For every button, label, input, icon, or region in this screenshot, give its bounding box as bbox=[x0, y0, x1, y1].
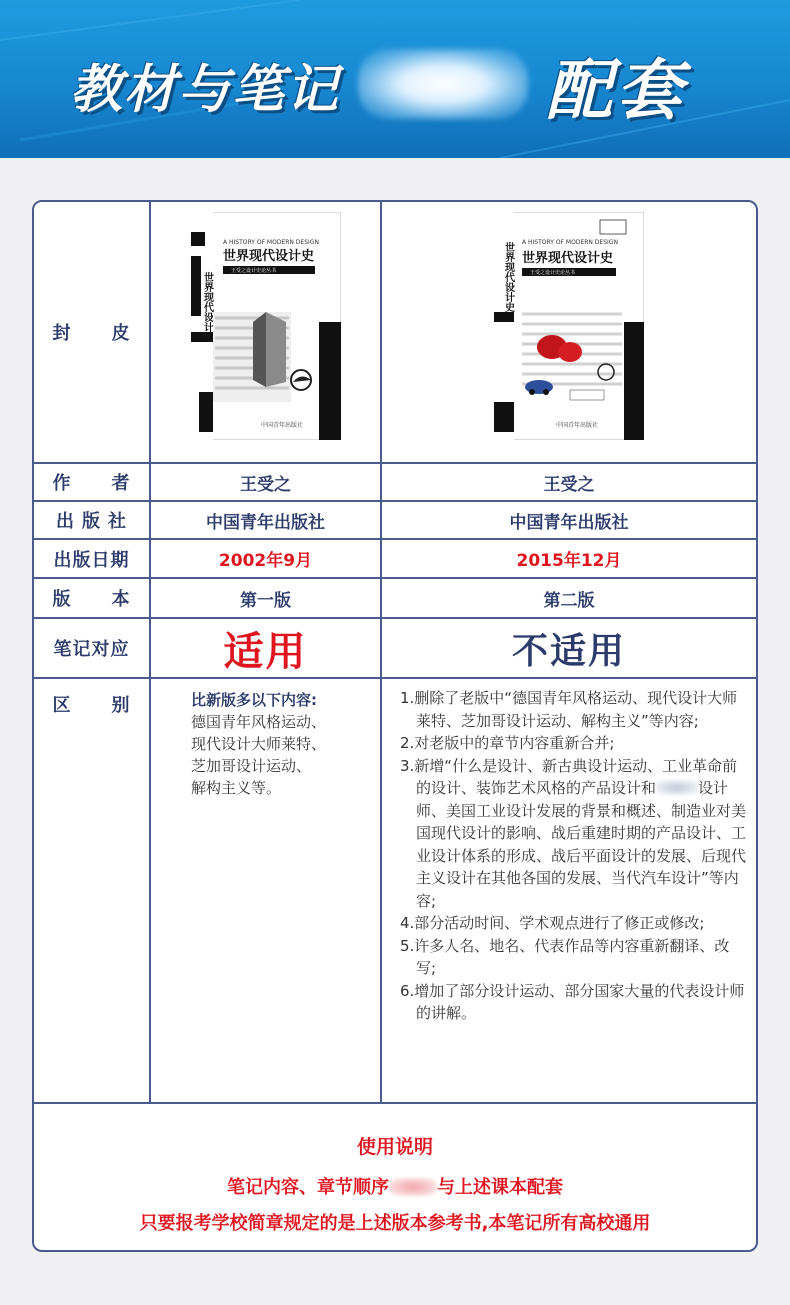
banner-blurred-word bbox=[358, 49, 528, 119]
new-cover-en-title: A HISTORY OF MODERN DESIGN bbox=[522, 239, 618, 246]
banner-title-right: 配套 bbox=[546, 51, 687, 129]
header-banner bbox=[0, 0, 790, 158]
old-difference bbox=[191, 689, 326, 799]
pub-date-row bbox=[34, 540, 756, 579]
old-author: 王受之 bbox=[240, 474, 291, 495]
banner-title bbox=[70, 44, 687, 129]
new-pub-date: 2015年12月 bbox=[516, 551, 622, 571]
old-pub-date: 2002年9月 bbox=[218, 551, 313, 571]
old-cover-cn-title: 世界现代设计史 bbox=[222, 249, 314, 264]
notes-row bbox=[34, 619, 756, 679]
new-spine-title: 世界现代设计史 bbox=[502, 242, 514, 312]
old-difference-line: 解构主义等。 bbox=[191, 779, 282, 797]
new-difference-item-6: 6.增加了部分设计运动、部分国家大量的代表设计师的讲解。 bbox=[400, 981, 745, 1022]
old-difference-line: 现代设计大师莱特、 bbox=[191, 735, 327, 753]
publisher-row bbox=[34, 502, 756, 540]
notes-label: 笔记对应 bbox=[53, 639, 130, 660]
new-difference-item-3: 3.新增“什么是设计、新古典设计运动、工业革命前的设计、装饰艺术风格的产品设计和 设计师、美国工业设计发展的背景和概述、制造业对美国现代设计的影响、战后重建时期的产品设计、工业设计体系的形成、战后平面设计的发展、后现代主义设计在其他各国的发展、当代汽车设计”等内容; bbox=[400, 756, 747, 910]
banner-title-left: 教材与笔记 bbox=[70, 59, 341, 120]
usage-line-2: 只要报考学校简章规定的是上述版本参考书,本笔记所有高校通用 bbox=[139, 1213, 651, 1234]
usage-line-1: 笔记内容、章节顺序 与上述课本配套 bbox=[227, 1177, 563, 1198]
old-notes-status: 适用 bbox=[223, 628, 308, 675]
old-cover-en-title: A HISTORY OF MODERN DESIGN bbox=[222, 239, 319, 246]
new-cover-cn-title: 世界现代设计史 bbox=[522, 251, 614, 266]
old-difference-heading: 比新版多以下内容: bbox=[191, 691, 317, 709]
publisher-label: 出 版 社 bbox=[56, 511, 127, 532]
old-difference-line: 德国青年风格运动、 bbox=[191, 713, 327, 731]
author-label: 作 者 bbox=[52, 473, 131, 494]
usage-title: 使用说明 bbox=[356, 1136, 433, 1158]
new-book-cover-image bbox=[494, 212, 644, 440]
blurred-text bbox=[389, 1178, 437, 1196]
svg-text:中国青年出版社: 中国青年出版社 bbox=[556, 422, 599, 429]
blurred-text bbox=[656, 780, 698, 795]
new-difference bbox=[400, 687, 748, 1025]
new-difference-item-5: 5.许多人名、地名、代表作品等内容重新翻译、改写; bbox=[400, 936, 730, 977]
svg-text:中国青年出版社: 中国青年出版社 bbox=[260, 422, 303, 429]
difference-label: 区 别 bbox=[52, 695, 131, 716]
old-edition: 第一版 bbox=[240, 590, 291, 611]
comparison-card bbox=[32, 200, 758, 1252]
usage-notes bbox=[34, 1104, 756, 1250]
old-spine-title: 世界现代设计史 bbox=[201, 272, 212, 342]
new-publisher: 中国青年出版社 bbox=[509, 512, 629, 533]
pub-date-label: 出版日期 bbox=[53, 549, 130, 571]
new-author: 王受之 bbox=[543, 474, 595, 495]
old-difference-line: 芝加哥设计运动、 bbox=[191, 757, 312, 775]
old-cover-series: 王受之设计史论丛书 bbox=[230, 268, 276, 274]
new-notes-status: 不适用 bbox=[511, 630, 626, 672]
old-publisher: 中国青年出版社 bbox=[206, 512, 325, 533]
new-difference-item-4: 4.部分活动时间、学术观点进行了修正或修改; bbox=[400, 914, 705, 932]
edition-row bbox=[34, 579, 756, 619]
cover-row bbox=[34, 202, 756, 464]
difference-row bbox=[34, 679, 756, 1104]
author-row bbox=[34, 464, 756, 502]
cover-label: 封 皮 bbox=[52, 323, 131, 344]
edition-label: 版 本 bbox=[52, 589, 131, 610]
new-difference-item-2: 2.对老版中的章节内容重新合并; bbox=[400, 734, 615, 752]
new-cover-series: 王受之设计史论丛书 bbox=[530, 270, 576, 276]
old-book-cover-image bbox=[191, 212, 341, 440]
new-difference-item-1: 1.删除了老版中“德国青年风格运动、现代设计大师莱特、芝加哥设计运动、解构主义”等内容; bbox=[400, 689, 738, 730]
new-edition: 第二版 bbox=[543, 590, 595, 611]
